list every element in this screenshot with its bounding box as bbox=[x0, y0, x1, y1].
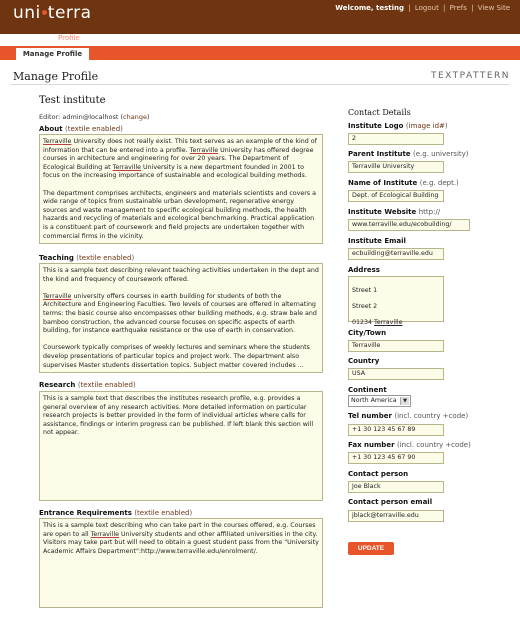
article-title: Test institute bbox=[39, 95, 106, 106]
textpattern-brand: TEXTPATTERN bbox=[430, 71, 510, 81]
website-input[interactable]: www.terraville.edu/ecobuilding/ bbox=[348, 219, 470, 231]
user-links: Welcome, testing | Logout | Prefs | View Site bbox=[335, 4, 510, 12]
city-input[interactable]: Terraville bbox=[348, 340, 444, 352]
teaching-textile-link[interactable]: textile enabled bbox=[79, 254, 132, 262]
image-id-link[interactable]: image id# bbox=[408, 122, 445, 130]
parent-input[interactable]: Terraville University bbox=[348, 161, 444, 173]
sub-nav bbox=[0, 46, 520, 60]
about-label: About (textile enabled) bbox=[39, 125, 123, 133]
person-email-label: Contact person email bbox=[348, 498, 433, 506]
person-label: Contact person bbox=[348, 470, 409, 478]
research-textarea[interactable]: This is a sample text that describes the institutes research profile, e.g. provides a general overview of any research activities. More detailed information on particular research projects is better provided in the form of individual articles where calls for assistance, findings or interim progress can be published. If left blank this section will not appear. bbox=[39, 391, 323, 501]
teaching-textarea[interactable]: This is a sample text describing relevant teaching activities undertaken in the dept and the kind and frequency of coursework offered. Terraville university offers courses in earth building for students of both the Architecture and Engineering Faculties. Two levels of courses are offered in alternating terms: the basic course also encompasses other building methods, e.g. straw bale and bamboo construction, the advanced course focuses on specific aspects of earth building, for instance earthquake resistance or the use of earth in conservation. Coursework typically comprises of weekly lectures and seminars where the students develop presentations of particular topics and project work. The department also supervises Master students dissertation topics. Subject matter covered includes ... bbox=[39, 263, 323, 373]
logo-dot-icon bbox=[42, 10, 47, 15]
city-label: City/Town bbox=[348, 329, 387, 337]
logo-label: Institute Logo (image id#) bbox=[348, 122, 448, 130]
chevron-down-icon: ▼ bbox=[400, 397, 409, 405]
contact-details-heading: Contact Details bbox=[348, 108, 411, 117]
tab-profile[interactable]: Profile bbox=[58, 34, 80, 42]
editor-line: Editor: admin@localhost (change) bbox=[39, 113, 150, 121]
name-input[interactable]: Dept. of Ecological Building bbox=[348, 190, 444, 202]
research-textile-link[interactable]: textile enabled bbox=[80, 381, 133, 389]
country-input[interactable]: USA bbox=[348, 368, 444, 380]
site-logo[interactable]: uni terra bbox=[13, 3, 92, 23]
entrance-textile-link[interactable]: textile enabled bbox=[137, 509, 190, 517]
parent-label: Parent Institute (e.g. university) bbox=[348, 150, 469, 158]
address-label: Address bbox=[348, 266, 380, 274]
entrance-label: Entrance Requirements (textile enabled) bbox=[39, 509, 193, 517]
address-textarea[interactable]: Street 1 Street 2 01234 Terraville bbox=[348, 276, 444, 322]
research-label: Research (textile enabled) bbox=[39, 381, 136, 389]
tab-admin[interactable]: Admin bbox=[98, 34, 121, 42]
change-editor-link[interactable]: change bbox=[123, 113, 147, 121]
name-label: Name of Institute (e.g. dept.) bbox=[348, 179, 459, 187]
continent-select[interactable]: North America ▼ bbox=[348, 395, 411, 407]
page-title: Manage Profile bbox=[13, 70, 99, 83]
tab-content[interactable]: Content bbox=[15, 34, 43, 42]
person-input[interactable]: Joe Black bbox=[348, 481, 444, 493]
about-textile-link[interactable]: textile enabled bbox=[67, 125, 121, 133]
welcome-text: Welcome, testing bbox=[335, 4, 405, 12]
top-bar bbox=[0, 0, 520, 42]
tel-input[interactable]: +1 30 123 45 67 89 bbox=[348, 424, 444, 436]
subtab-manage-profile[interactable]: Manage Profile bbox=[16, 48, 89, 60]
prefs-link[interactable]: Prefs bbox=[449, 4, 467, 12]
person-email-input[interactable]: jblack@terraville.edu bbox=[348, 510, 444, 522]
country-label: Country bbox=[348, 357, 380, 365]
email-label: Institute Email bbox=[348, 237, 406, 245]
continent-label: Continent bbox=[348, 386, 387, 394]
teaching-label: Teaching (textile enabled) bbox=[39, 254, 135, 262]
tel-label: Tel number (incl. country +code) bbox=[348, 412, 469, 420]
fax-label: Fax number (incl. country +code) bbox=[348, 441, 471, 449]
fax-input[interactable]: +1 30 123 45 67 90 bbox=[348, 452, 444, 464]
about-textarea[interactable]: Terraville University does not really exist. This text serves as an example of the kind of information that can be entered into a profile. Terraville University has offered degree courses in architecture and engineering for over 20 years. The Department of Ecological Building at Terraville University is a new department founded in 2001 to focus on the increasing importance of sustainable and ecological building methods. The department comprises architects, engineers and materials scientists and covers a wide range of topics from sustainable urban development, regenerative energy sources and waste management to specific ecological building methods, the health hazards and recycling of materials and ecological benchmarking. Practical application is a constituent part of coursework and field projects are undertaken together with commercial firms in the vicinity. bbox=[39, 134, 323, 244]
logo-input[interactable]: 2 bbox=[348, 133, 444, 145]
logout-link[interactable]: Logout bbox=[414, 4, 439, 12]
entrance-textarea[interactable]: This is a sample text describing who can take part in the courses offered, e.g. Courses are open to all Terraville University students and other affiliated universities in the city. Visitors may take part but will need to obtain a guest student pass from the "University Academic Affairs Department":http://www.terraville.edu/enrolment/. bbox=[39, 518, 323, 608]
update-button[interactable]: UPDATE bbox=[348, 542, 394, 555]
view-site-link[interactable]: View Site bbox=[477, 4, 510, 12]
divider bbox=[10, 84, 510, 85]
website-label: Institute Website http:// bbox=[348, 208, 441, 216]
email-input[interactable]: ecbuilding@terraville.edu bbox=[348, 248, 444, 260]
